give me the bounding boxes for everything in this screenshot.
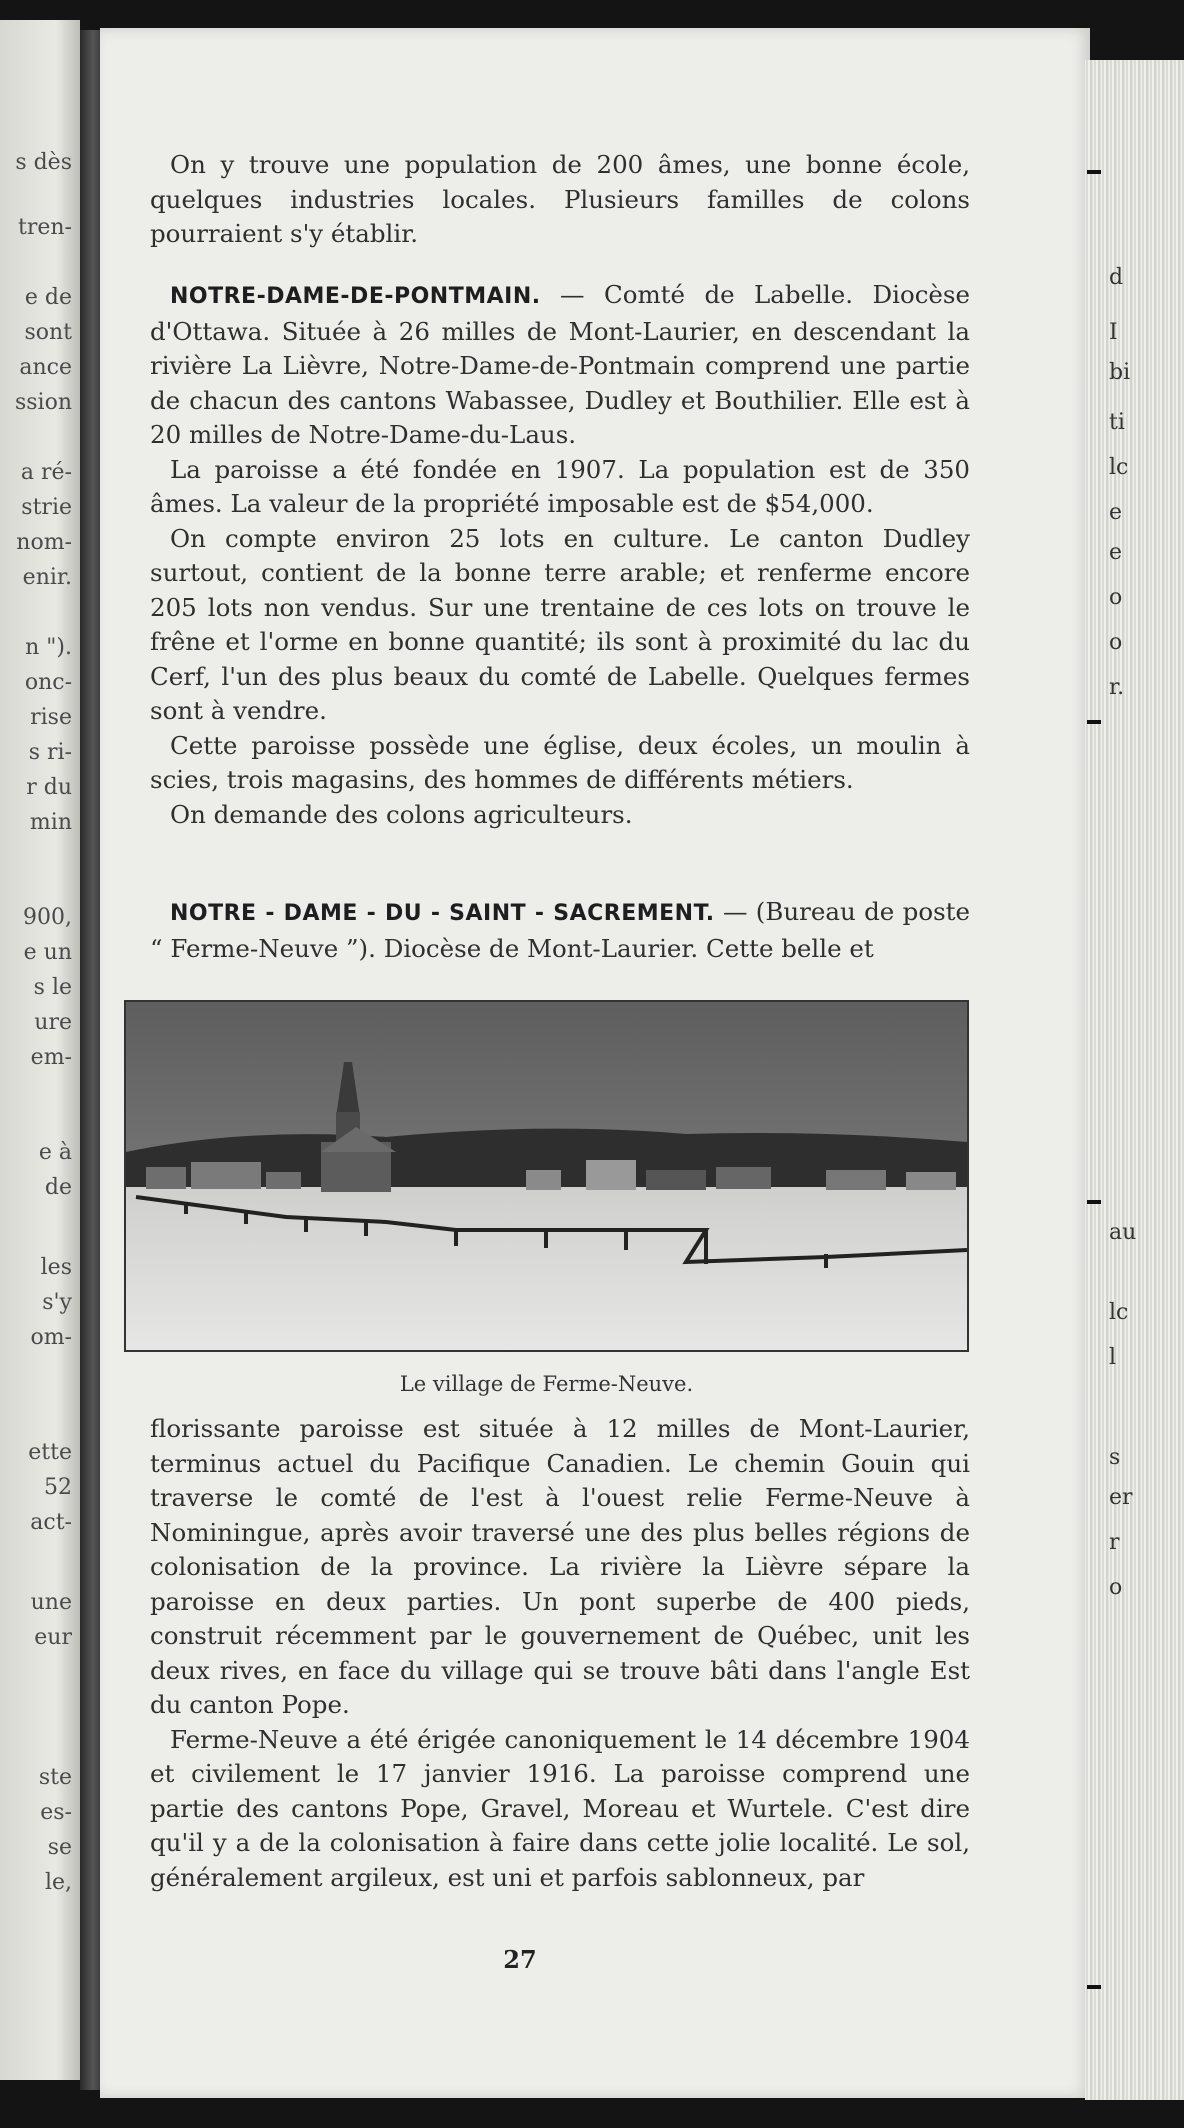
left-page-fragment: sont: [24, 320, 72, 345]
left-page-fragment: es-: [40, 1800, 72, 1825]
edge-fragment: er: [1109, 1485, 1133, 1510]
village-winter-scene: [126, 1002, 967, 1350]
paragraph: On demande des colons agriculteurs.: [170, 799, 633, 829]
left-page-fragment: e à: [38, 1140, 72, 1165]
left-page-fragment: s ri-: [28, 740, 72, 765]
left-page-fragment: une: [30, 1590, 72, 1615]
paragraph-text: — (Bureau de poste “ Ferme-Neuve ”). Diocèse de Mont-Laurier. Cette belle et: [150, 897, 970, 963]
edge-fragment: l: [1109, 1345, 1117, 1370]
intro-paragraph-block: [150, 148, 970, 252]
paragraph: [150, 278, 970, 453]
left-page-fragment: se: [47, 1835, 72, 1860]
ferme-neuve-continuation: [150, 1412, 970, 1895]
left-page-fragment: eur: [34, 1625, 72, 1650]
edge-fragment: o: [1109, 1575, 1123, 1600]
left-page-fragment: ssion: [14, 390, 72, 415]
edge-fragment: o: [1109, 630, 1123, 655]
section-heading: NOTRE-DAME-DE-PONTMAIN.: [170, 284, 541, 309]
edge-mark: [1087, 170, 1101, 174]
edge-fragment: bi: [1109, 360, 1131, 385]
left-page-fragment: min: [29, 810, 72, 835]
edge-fragment: ti: [1109, 410, 1125, 435]
edge-fragment: e: [1109, 500, 1123, 525]
paragraph: Ferme-Neuve a été érigée canoniquement le 14 décembre 1904 et civilement le 17 janvier 1916. La paroisse comprend une partie des cantons Pope, Gravel, Moreau et Wurtele. C'est dire qu'il y a de la colonisation à faire dans cette jolie localité. Le sol, généralement argileux, est uni et parfois sablonneux, par: [150, 1724, 970, 1892]
left-page-fragment: rise: [30, 705, 72, 730]
page-number: 27: [503, 1945, 537, 1974]
edge-fragment: e: [1109, 540, 1123, 565]
edge-fragment: o: [1109, 585, 1123, 610]
left-page-fragment: e de: [24, 285, 72, 310]
left-page-fragment: s le: [33, 975, 72, 1000]
left-page-fragment: tren-: [18, 215, 72, 240]
left-page-fragment: strie: [21, 495, 72, 520]
left-page-fragment: ste: [38, 1765, 72, 1790]
pontmain-section: [150, 278, 970, 832]
left-page-fragment: ure: [34, 1010, 72, 1035]
left-page-fragment: e un: [23, 940, 72, 965]
left-page-fragment: de: [44, 1175, 72, 1200]
edge-fragment: d: [1109, 265, 1124, 290]
paragraph: On compte environ 25 lots en culture. Le canton Dudley surtout, contient de la bonne terre arable; et renferme encore 205 lots non vendus. Sur une trentaine de ces lots on trouve le frêne et l'orme en bonne quantité; ils sont à proximité du lac du Cerf, l'un des plus beaux du comté de Labelle. Quelques fermes sont à vendre.: [150, 523, 970, 725]
village-photograph: [124, 1000, 969, 1352]
paragraph-text: — Comté de Labelle. Diocèse d'Ottawa. Située à 26 milles de Mont-Laurier, en descendant la rivière La Lièvre, Notre-Dame-de-Pontmain comprend une partie de chacun des cantons Wabassee, Dudley et Bouthilier. Elle est à 20 milles de Notre-Dame-du-Laus.: [150, 280, 970, 449]
left-page-fragment: s dès: [15, 150, 72, 175]
left-page-fragment: act-: [30, 1510, 72, 1535]
edge-fragment: r.: [1109, 675, 1125, 700]
left-page-fragment: ette: [28, 1440, 72, 1465]
saint-sacrement-section: [150, 895, 970, 966]
left-page-fragment: a ré-: [20, 460, 72, 485]
left-page-fragment: enir.: [22, 565, 72, 590]
edge-mark: [1087, 1200, 1101, 1204]
paragraph: La paroisse a été fondée en 1907. La population est de 350 âmes. La valeur de la propriété imposable est de $54,000.: [150, 454, 970, 518]
left-page-fragment: les: [40, 1255, 72, 1280]
left-page-fragment: ance: [19, 355, 72, 380]
left-page-fragment: n ").: [25, 635, 72, 660]
paragraph: On y trouve une population de 200 âmes, une bonne école, quelques industries locales. Plusieurs familles de colons pourraient s'y établir.: [150, 150, 970, 248]
left-page-fragment: om-: [30, 1325, 72, 1350]
edge-fragment: r: [1109, 1530, 1120, 1555]
left-page-fragment: r du: [26, 775, 72, 800]
edge-fragment: I: [1109, 320, 1118, 345]
edge-fragment: s: [1109, 1445, 1121, 1470]
left-page-fragment: onc-: [24, 670, 72, 695]
left-page-fragment: s'y: [42, 1290, 72, 1315]
paragraph: [150, 895, 970, 966]
edge-fragment: lc: [1109, 1300, 1129, 1325]
edge-fragment: au: [1109, 1220, 1137, 1245]
left-page-fragment: 52: [44, 1475, 72, 1500]
paragraph: Cette paroisse possède une église, deux écoles, un moulin à scies, trois magasins, des hommes de différents métiers.: [150, 730, 970, 794]
left-page-fragment: 900,: [23, 905, 72, 930]
page-edge-stack: [1085, 60, 1184, 2100]
left-page-fragment: em-: [30, 1045, 72, 1070]
edge-mark: [1087, 1985, 1101, 1989]
paragraph: florissante paroisse est située à 12 milles de Mont-Laurier, terminus actuel du Pacifique Canadien. Le chemin Gouin qui traverse le comté de l'est à l'ouest relie Ferme-Neuve à Nominingue, après avoir traversé une des plus belles régions de colonisation de la province. La rivière la Lièvre sépare la paroisse en deux parties. Un pont superbe de 400 pieds, construit récemment par le gouvernement de Québec, unit les deux rives, en face du village qui se trouve bâti dans l'angle Est du canton Pope.: [150, 1414, 970, 1719]
left-page-fragment: nom-: [16, 530, 72, 555]
section-heading: NOTRE - DAME - DU - SAINT - SACREMENT.: [170, 901, 715, 926]
edge-fragment: lc: [1109, 455, 1129, 480]
edge-mark: [1087, 720, 1101, 724]
photo-caption: Le village de Ferme-Neuve.: [399, 1372, 694, 1396]
left-facing-page: [0, 20, 80, 2080]
left-page-fragment: le,: [44, 1870, 72, 1895]
